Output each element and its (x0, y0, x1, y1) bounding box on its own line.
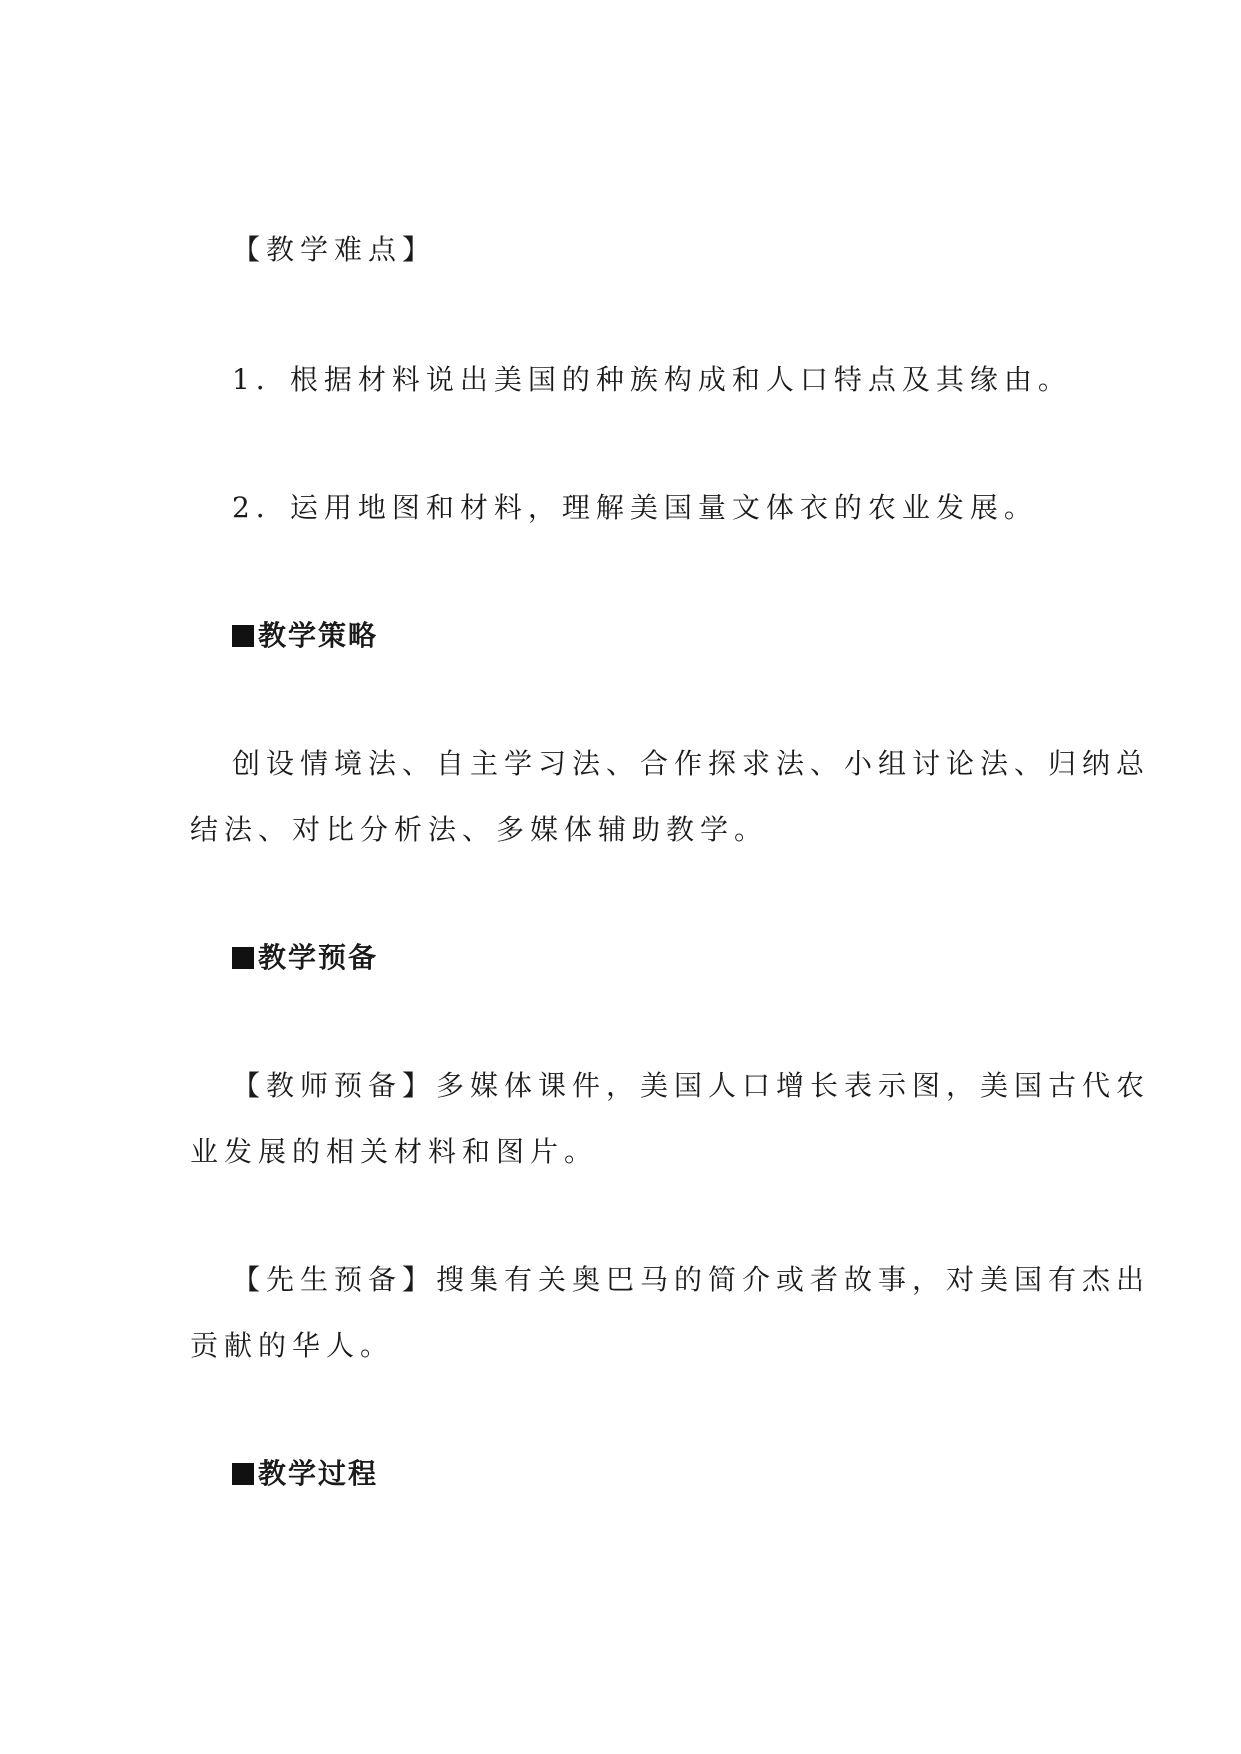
difficulty-title: 【教学难点】 (232, 233, 437, 266)
student-preparation-line-1: 【先生预备】搜集有关奥巴马的简介或者故事，对美国有杰出 (232, 1263, 1151, 1296)
student-preparation-line-2: 贡献的华人。 (190, 1329, 395, 1362)
process-heading: 教学过程 (258, 1457, 379, 1490)
strategy-heading: 教学策略 (258, 619, 379, 652)
difficulty-item-1: 1．根据材料说出美国的种族构成和人口特点及其缘由。 (232, 363, 1072, 396)
square-bullet-icon (232, 947, 254, 969)
difficulty-item-2: 2．运用地图和材料，理解美国量文体衣的农业发展。 (232, 491, 1038, 524)
preparation-heading: 教学预备 (258, 941, 379, 974)
strategy-body-line-2: 结法、对比分析法、多媒体辅助教学。 (190, 813, 769, 846)
square-bullet-icon (232, 1463, 254, 1485)
process-heading-row (232, 1456, 1102, 1492)
strategy-heading-row (232, 618, 1102, 654)
strategy-body-line-1: 创设情境法、自主学习法、合作探求法、小组讨论法、归纳总 (232, 747, 1151, 780)
teacher-preparation-line-2: 业发展的相关材料和图片。 (190, 1135, 599, 1168)
preparation-heading-row (232, 940, 1102, 976)
teacher-preparation-line-1: 【教师预备】多媒体课件，美国人口增长表示图，美国古代农 (232, 1069, 1151, 1102)
square-bullet-icon (232, 625, 254, 647)
